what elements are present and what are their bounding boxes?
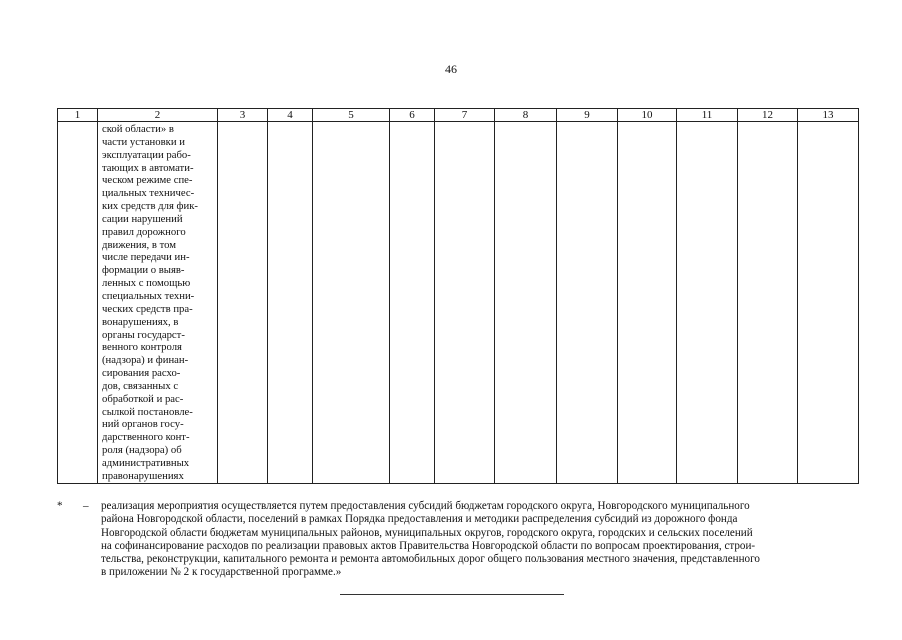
description-line: ленных с помощью [102, 277, 191, 290]
table-cell [738, 122, 798, 484]
footnote-line: в приложении № 2 к государственной программе.» [101, 566, 342, 579]
column-header: 9 [557, 109, 618, 122]
column-header: 5 [313, 109, 390, 122]
description-line: циальных техничес- [102, 187, 195, 200]
description-line: ких средств для фик- [102, 200, 198, 213]
description-line: формации о выяв- [102, 264, 185, 277]
description-line: ний органов госу- [102, 418, 184, 431]
footnote-line: тельства, реконструкции, капитального ремонта и ремонта автомобильных дорог общего пользования местного значения, представленного [101, 553, 760, 566]
description-text [98, 122, 217, 483]
table-cell [798, 122, 859, 484]
description-line: ской области» в [102, 123, 174, 135]
description-line: ческом режиме спе- [102, 174, 193, 187]
description-line: дов, связанных с [102, 379, 179, 392]
page-number: 46 [445, 62, 457, 76]
separator-line [340, 594, 564, 595]
table-cell [58, 122, 98, 484]
description-line: административных [102, 456, 190, 469]
column-header: 10 [618, 109, 677, 122]
column-header: 11 [677, 109, 738, 122]
description-line: числе передачи ин- [102, 251, 190, 264]
description-line: вонарушениях, в [102, 315, 179, 328]
column-header: 12 [738, 109, 798, 122]
table-cell [390, 122, 435, 484]
footnote-line: района Новгородской области, поселений в рамках Порядка предоставления и методики распределения субсидий из дорожного фонда [101, 513, 738, 526]
column-header: 7 [435, 109, 495, 122]
column-header: 6 [390, 109, 435, 122]
table-cell [677, 122, 738, 484]
description-line: органы государст- [102, 328, 185, 341]
column-header: 2 [98, 109, 218, 122]
description-line: тающих в автомати- [102, 161, 194, 174]
description-line: движения, в том [102, 238, 177, 251]
table-cell [618, 122, 677, 484]
description-line: сации нарушений [102, 212, 183, 225]
footnote-dash: – [83, 500, 89, 512]
description-line: венного контроля [102, 341, 182, 354]
table-cell [268, 122, 313, 484]
description-line: дарственного конт- [102, 431, 190, 444]
data-table [57, 108, 859, 484]
description-line: роля (надзора) об [102, 444, 182, 457]
description-line: сирования расхо- [102, 367, 181, 380]
description-line: правонарушениях [102, 469, 184, 482]
description-line: (надзора) и финан- [102, 354, 189, 367]
description-line: части установки и [102, 135, 185, 148]
footnote-line: на софинансирование расходов по реализации правовых актов Правительства Новгородской области по вопросам проектирования, строи- [101, 539, 756, 552]
column-header: 1 [58, 109, 98, 122]
description-line: специальных техни- [102, 289, 195, 302]
description-line: эксплуатации рабо- [102, 148, 191, 161]
description-cell [98, 122, 218, 484]
table-row [58, 122, 859, 484]
description-line: сылкой постановле- [102, 405, 193, 418]
column-header: 13 [798, 109, 859, 122]
column-header: 4 [268, 109, 313, 122]
description-line: правил дорожного [102, 225, 186, 238]
table-cell [557, 122, 618, 484]
description-line: ческих средств пра- [102, 302, 193, 315]
table-header-row [58, 109, 859, 122]
footnote-marker: * [57, 500, 63, 512]
table-cell [495, 122, 557, 484]
table-cell [218, 122, 268, 484]
footnote-text [101, 500, 881, 580]
footnote-line: реализация мероприятия осуществляется путем предоставления субсидий бюджетам городского округа, Новгородского муниципального [101, 500, 750, 512]
footnote-line: Новгородской области бюджетам муниципальных районов, муниципальных округов, городского округа, городских и сельских поселений [101, 526, 753, 539]
column-header: 8 [495, 109, 557, 122]
table-cell [313, 122, 390, 484]
column-header: 3 [218, 109, 268, 122]
table-cell [435, 122, 495, 484]
description-line: обработкой и рас- [102, 392, 184, 405]
